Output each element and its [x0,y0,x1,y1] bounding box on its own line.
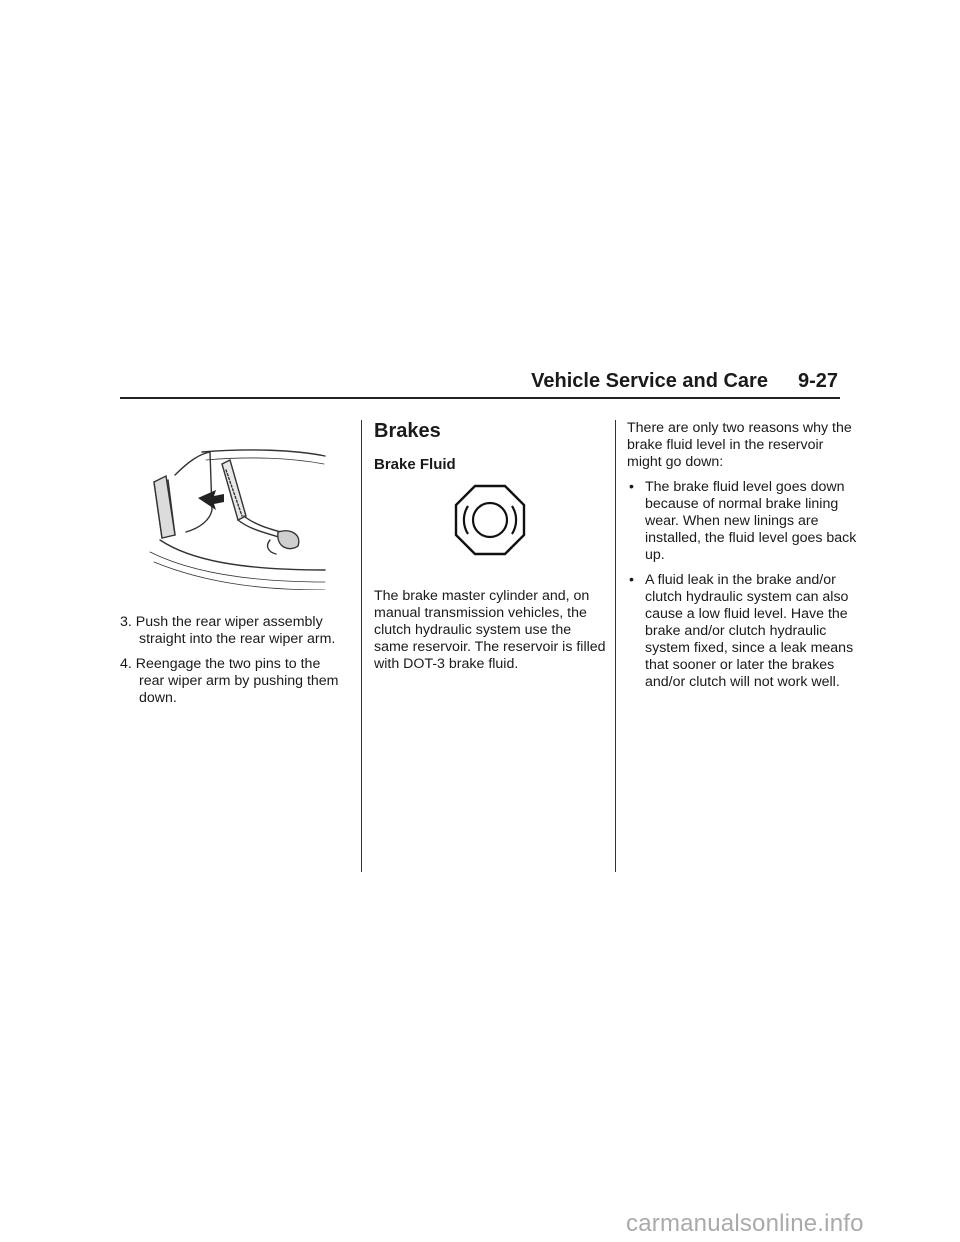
list-item-text: The brake fluid level goes down because of normal brake lining wear. When new linings are installed, the fluid level goes back up. [645,479,857,563]
instruction-steps [120,614,340,707]
column-divider-1 [361,420,362,872]
step-item: 3. Push the rear wiper assembly straight into the rear wiper arm. [120,614,336,647]
column-3 [627,420,859,699]
column-2 [374,420,606,673]
rear-wiper-illustration [120,420,340,590]
subheading-brake-fluid: Brake Fluid [374,456,456,473]
intro-paragraph: There are only two reasons why the brake fluid level in the reservoir might go down: [627,420,852,470]
page-header [120,370,838,396]
list-item-text: A fluid leak in the brake and/or clutch hydraulic system can also cause a low fluid level. Have the brake and/or clutch hydraulic system fixed, since a leak means that sooner or later the brakes and/or clutch will not work well. [645,572,854,690]
column-1 [120,420,340,715]
brake-fluid-paragraph: The brake master cylinder and, on manual transmission vehicles, the clutch hydraulic system use the same reservoir. The reservoir is filled with DOT-3 brake fluid. [374,588,606,672]
section-title: Vehicle Service and Care [531,370,768,392]
bullet-glyph: • [629,572,634,588]
section-heading-brakes: Brakes [374,420,441,442]
watermark: carmanualsonline.info [626,1210,864,1237]
page-number: 9-27 [797,370,838,392]
list-item [627,479,859,564]
header-rule [120,397,840,399]
list-item [627,572,859,691]
reasons-list [627,479,859,691]
bullet-glyph: • [629,479,634,495]
brake-warning-octagon-icon [454,484,526,556]
column-divider-2 [615,420,616,872]
step-item: 4. Reengage the two pins to the rear wiper arm by pushing them down. [120,656,339,706]
